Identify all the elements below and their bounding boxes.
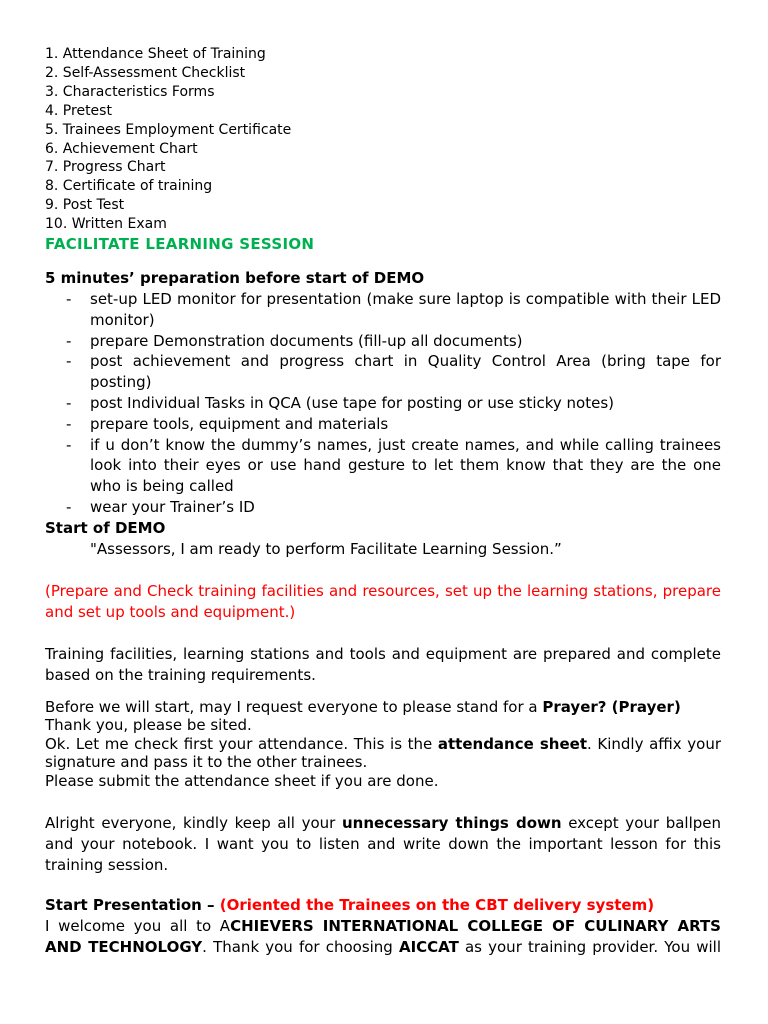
list-item: - prepare Demonstration documents (fill-up all documents) [66,331,523,350]
list-item: 3. Characteristics Forms [45,83,215,100]
belongings-paragraph: Alright everyone, kindly keep all your unnecessary things down except your ballpen and your notebook. I want you to listen and write down the important lesson for this training session. [45,814,721,874]
attendance-line: Ok. Let me check first your attendance. This is the attendance sheet. Kindly affix your signature and pass it to the other trainees. [45,734,722,772]
facilities-paragraph: Training facilities, learning stations and tools and equipment are prepared and complete based on the training requirements. [45,645,721,684]
bullet-dash: - [66,352,72,371]
bullet-dash: - [66,435,72,454]
demo-quote: "Assessors, I am ready to perform Facilitate Learning Session.” [90,540,562,558]
list-item: 9. Post Test [45,197,125,214]
list-item: 7. Progress Chart [45,159,166,176]
list-item: - wear your Trainer’s ID [66,497,255,516]
bullet-dash: - [66,290,72,308]
prayer-line: Before we will start, may I request everyone to please stand for a Prayer? (Prayer) [45,698,681,716]
thanks-line: Thank you, please be sited. [45,716,252,735]
prep-heading: 5 minutes’ preparation before start of DEMO [45,269,425,287]
list-item: - post Individual Tasks in QCA (use tape for posting or use sticky notes) [66,393,615,412]
list-item: 5. Trainees Employment Certificate [45,121,292,138]
bullet-dash: - [66,393,72,412]
presentation-heading: Start Presentation – (Oriented the Trainees on the CBT delivery system) [45,896,655,914]
bullet-dash: - [66,497,72,516]
section-title: FACILITATE LEARNING SESSION [45,235,315,253]
list-item: - if u don’t know the dummy’s names, just create names, and while calling trainees look into their eyes or use hand gesture to let them know that they are the one who is being called [66,435,721,496]
prayer-attendance-block [45,698,721,790]
list-item: 6. Achievement Chart [45,140,198,157]
bullet-dash: - [66,331,72,350]
setup-instruction: (Prepare and Check training facilities and resources, set up the learning stations, prepare and set up tools and equipment.) [45,582,721,621]
submit-line: Please submit the attendance sheet if you are done. [45,771,439,790]
list-item: 10. Written Exam [45,216,167,233]
required-documents-list [45,45,291,234]
list-item: 1. Attendance Sheet of Training [45,46,266,62]
demo-heading: Start of DEMO [45,519,166,537]
list-item: 8. Certificate of training [45,178,213,195]
prep-checklist [45,289,721,518]
list-item: 2. Self-Assessment Checklist [45,64,246,81]
bullet-dash: - [66,414,72,433]
list-item: 4. Pretest [45,102,112,119]
list-item: - post achievement and progress chart in Quality Control Area (bring tape for posting) [66,352,721,392]
list-item: - set-up LED monitor for presentation (make sure laptop is compatible with their LED monitor) [66,290,721,329]
welcome-paragraph: I welcome you all to ACHIEVERS INTERNATIONAL COLLEGE OF CULINARY ARTS AND TECHNOLOGY. Thank you for choosing AICCAT as your training provider. You will [45,917,722,956]
list-item: - prepare tools, equipment and materials [66,414,389,433]
